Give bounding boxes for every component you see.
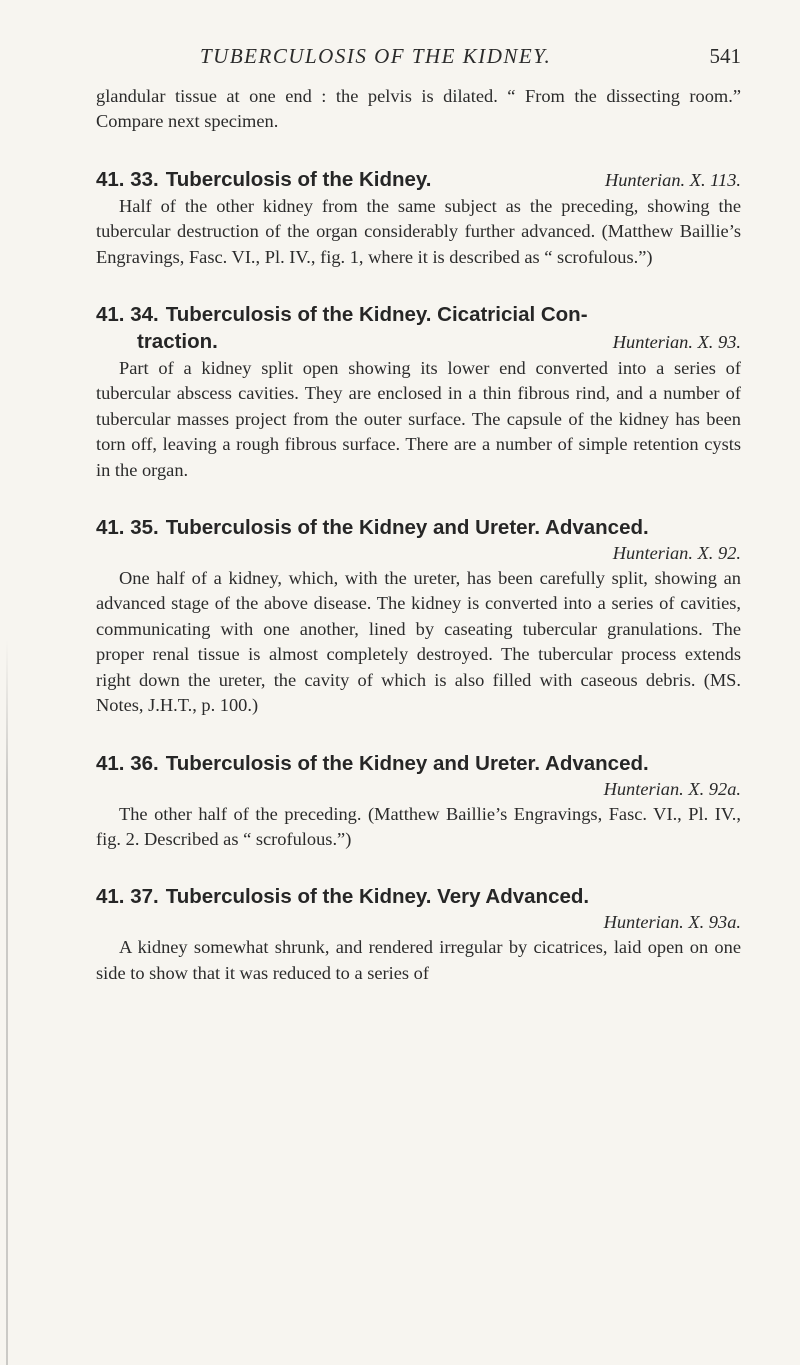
entry-heading bbox=[96, 883, 741, 910]
entry-heading bbox=[96, 750, 741, 777]
entry-title: Tuberculosis of the Kidney. Cicatricial Con- bbox=[165, 303, 588, 327]
running-title: TUBERCULOSIS OF THE KIDNEY. bbox=[200, 44, 552, 68]
entry-title: Tuberculosis of the Kidney. Very Advanced. bbox=[165, 885, 590, 909]
intro-paragraph: glandular tissue at one end : the pelvis is dilated. “ From the dissecting room.” Compare next specimen. bbox=[96, 86, 741, 132]
specimen-entry-41-35 bbox=[96, 514, 741, 718]
entry-description: The other half of the preceding. (Matthew Baillie’s Engravings, Fasc. VI., Pl. IV., fig. 2. Described as “ scrofulous.”) bbox=[96, 803, 741, 849]
page-edge-shadow bbox=[6, 640, 8, 1365]
specimen-entry-41-36 bbox=[96, 750, 741, 853]
entry-source: Hunterian. X. 113. bbox=[604, 169, 741, 190]
entry-description: Part of a kidney split open showing its lower end converted into a series of tubercular abscess cavities. They are enclosed in a thin fibrous rind, and a number of tubercular masses project from the outer surface. The capsule of the kidney has been torn off, leaving a rough fibrous surface. There are a number of simple retention cysts in the organ. bbox=[96, 358, 741, 480]
entry-title: Tuberculosis of the Kidney and Ureter. Advanced. bbox=[165, 516, 649, 540]
entry-number: 41. 33. bbox=[96, 167, 159, 191]
entry-description: A kidney somewhat shrunk, and rendered irregular by cicatrices, laid open on one side to show that it was reduced to a series of bbox=[96, 937, 741, 983]
entry-description: Half of the other kidney from the same subject as the preceding, showing the tubercular destruction of the organ considerably further advanced. (Matthew Baillie’s Engravings, Fasc. VI., Pl. IV., fig. 1, where it is described as “ scrofulous.”) bbox=[96, 195, 741, 267]
entry-source: Hunterian. X. 92. bbox=[612, 543, 741, 564]
entry-heading bbox=[96, 301, 741, 356]
entry-title-continuation bbox=[96, 328, 741, 355]
entry-title: Tuberculosis of the Kidney and Ureter. Advanced. bbox=[165, 751, 649, 775]
entry-title-line2: traction. bbox=[137, 330, 218, 354]
entry-source: Hunterian. X. 92a. bbox=[603, 778, 741, 799]
entry-number: 41. 34. bbox=[96, 303, 159, 327]
entry-number: 41. 35. bbox=[96, 516, 159, 540]
page-body bbox=[96, 84, 741, 1017]
running-head bbox=[96, 44, 741, 74]
entry-title: Tuberculosis of the Kidney. bbox=[165, 167, 432, 191]
entry-source: Hunterian. X. 93a. bbox=[603, 912, 741, 933]
specimen-entry-41-33 bbox=[96, 166, 741, 270]
page-number: 541 bbox=[709, 44, 741, 68]
specimen-entry-41-34 bbox=[96, 301, 741, 483]
entry-source: Hunterian. X. 93. bbox=[612, 332, 741, 353]
specimen-entry-41-37 bbox=[96, 883, 741, 986]
entry-heading bbox=[96, 514, 741, 541]
entry-description: One half of a kidney, which, with the ureter, has been carefully split, showing an advanced stage of the above disease. The kidney is converted into a series of cavities, communicating with one another, lined by caseating tubercular granulations. The proper renal tissue is almost completely destroyed. The tubercular process extends right down the ureter, the cavity of which is also filled with caseous debris. (MS. Notes, J.H.T., p. 100.) bbox=[96, 568, 741, 716]
entry-number: 41. 37. bbox=[96, 885, 159, 909]
entry-number: 41. 36. bbox=[96, 751, 159, 775]
entry-heading bbox=[96, 166, 741, 194]
